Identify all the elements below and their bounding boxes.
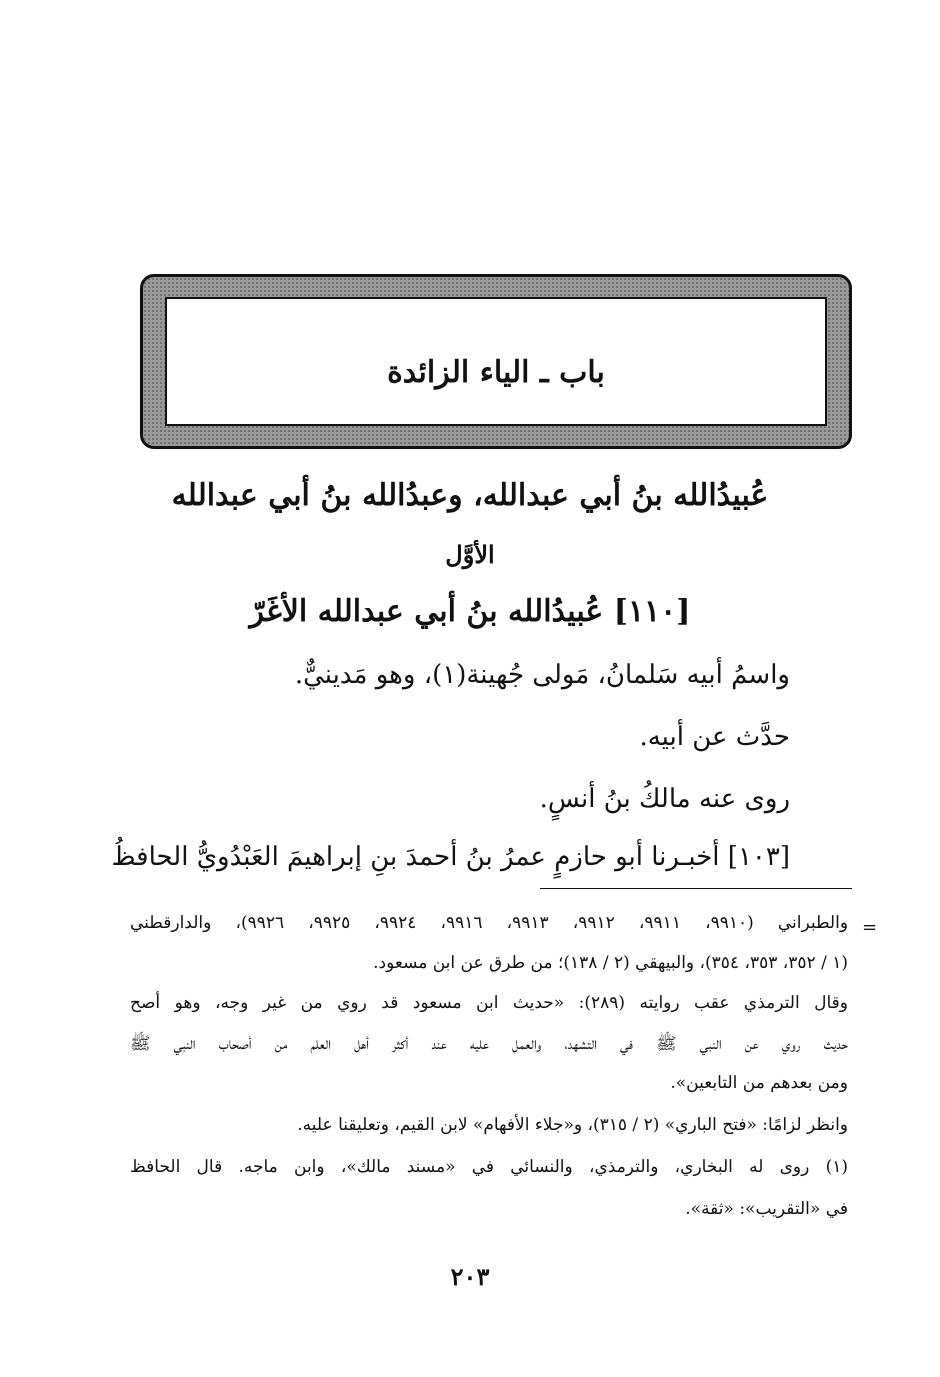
footnote-line: والطبراني (٩٩١٠، ٩٩١١، ٩٩١٢، ٩٩١٣، ٩٩١٦، ٩٩٢٤، ٩٩٢٥، ٩٩٢٦)، والدارقطني xyxy=(130,913,849,933)
text-line: [١٠٣] أخبـرنا أبو حازمٍ عمرُ بنُ أحمدَ بنِ إبراهيمَ العَبْدُويُّ الحافظُ xyxy=(111,842,790,872)
group-heading: عُبيدُالله بنُ أبي عبدالله، وعبدُالله بنُ أبي عبدالله xyxy=(171,478,769,513)
first-label: الأوَّل xyxy=(445,540,495,569)
footnote-continuation-marker: = xyxy=(862,917,878,938)
footnote-line: وانظر لزامًا: «فتح الباري» (٢ / ٣١٥)، و«جلاء الأفهام» لابن القيم، وتعليقنا عليه. xyxy=(297,1115,848,1135)
chapter-title: باب ـ الياء الزائدة xyxy=(387,355,605,390)
footnote-line: (١) روى له البخاري، والترمذي، والنسائي في «مسند مالك»، وابن ماجه. قال الحافظ xyxy=(130,1157,848,1177)
footnote-separator xyxy=(540,888,852,889)
text-line: حدَّث عن أبيه. xyxy=(639,722,790,752)
chapter-frame-inner xyxy=(165,297,827,426)
text-line: واسمُ أبيه سَلمانُ، مَولى جُهينة(١)، وهو مَدينيٌّ. xyxy=(294,660,790,690)
footnote-line: وقال الترمذي عقب روايته (٢٨٩): «حديث ابن مسعود قد روي من غير وجه، وهو أصح xyxy=(130,993,848,1013)
page-number: ٢٠٣ xyxy=(450,1262,490,1291)
footnote-line: في «التقريب»: «ثقة». xyxy=(685,1199,848,1219)
text-line: روى عنه مالكُ بنُ أنسٍ. xyxy=(539,784,790,814)
chapter-frame xyxy=(140,274,852,449)
footnote-line: (١ / ٣٥٢، ٣٥٣، ٣٥٤)، والبيهقي (٢ / ١٣٨)؛ من طرق عن ابن مسعود. xyxy=(373,953,848,973)
footnote-line: حديث روي عن النبي ﷺ في التشهد، والعمل عليه عند أكثر أهل العلم من أصحاب النبي ﷺ xyxy=(130,1034,848,1054)
entry-title: [١١٠] عُبيدُالله بنُ أبي عبدالله الأغَرّ xyxy=(249,594,691,629)
footnote-line: ومن بعدهم من التابعين». xyxy=(670,1073,848,1093)
